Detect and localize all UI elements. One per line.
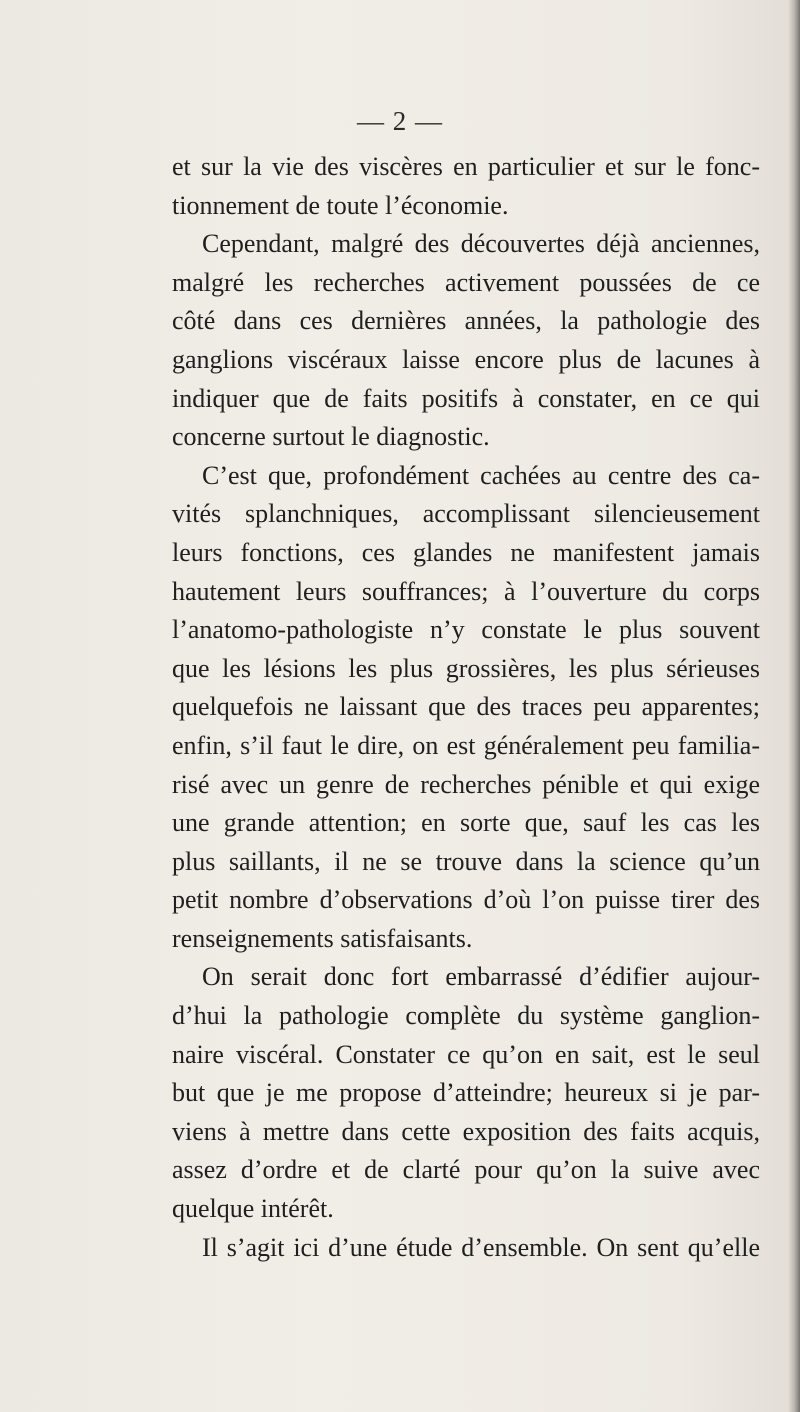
text-line: tionnement de toute l’économie. [172, 190, 509, 220]
text-line: enfin, s’il faut le dire, on est généralement peu familia- [172, 730, 760, 760]
page-number: — 2 — [357, 106, 443, 136]
text-line: vités splanchniques, accomplissant silencieusement [172, 499, 760, 529]
text-line: et sur la vie des viscères en particulier et sur le fonc- [172, 152, 760, 181]
text-line: quelquefois ne laissant que des traces peu apparentes; [172, 692, 760, 722]
paragraph-first-line: Il s’agit ici d’une étude d’ensemble. On sent qu’elle [202, 1232, 760, 1262]
text-line: hautement leurs souffrances; à l’ouverture du corps [172, 576, 760, 606]
text-line: ganglions viscéraux laisse encore plus de lacunes à [172, 344, 760, 374]
page-edge-shadow [788, 0, 800, 1412]
text-line: leurs fonctions, ces glandes ne manifestent jamais [172, 537, 760, 567]
text-line: assez d’ordre et de clarté pour qu’on la suive avec [172, 1155, 760, 1185]
text-line: d’hui la pathologie complète du système ganglion- [172, 1001, 760, 1031]
text-line: côté dans ces dernières années, la pathologie des [172, 306, 760, 336]
text-line: l’anatomo-pathologiste n’y constate le plus souvent [172, 615, 760, 645]
paragraph-first-line: On serait donc fort embarrassé d’édifier aujour- [202, 962, 760, 992]
paragraph-first-line: Cependant, malgré des découvertes déjà anciennes, [202, 229, 760, 259]
text-line: indiquer que de faits positifs à constater, en ce qui [172, 383, 760, 413]
text-line: risé avec un genre de recherches pénible et qui exige [172, 769, 760, 799]
text-line: renseignements satisfaisants. [172, 923, 473, 953]
text-line: malgré les recherches activement poussées de ce [172, 267, 760, 297]
text-line: viens à mettre dans cette exposition des faits acquis, [172, 1116, 760, 1146]
text-line: que les lésions les plus grossières, les plus sérieuses [172, 653, 760, 683]
text-line: plus saillants, il ne se trouve dans la science qu’un [172, 846, 760, 876]
text-line: petit nombre d’observations d’où l’on puisse tirer des [172, 885, 760, 915]
text-line: une grande attention; en sorte que, sauf les cas les [172, 808, 760, 838]
body-text [172, 148, 760, 1267]
text-line: quelque intérêt. [172, 1194, 334, 1224]
text-line: but que je me propose d’atteindre; heureux si je par- [172, 1078, 760, 1108]
text-line: naire viscéral. Constater ce qu’on en sait, est le seul [172, 1039, 760, 1069]
text-line: concerne surtout le diagnostic. [172, 422, 490, 452]
paragraph-first-line: C’est que, profondément cachées au centre des ca- [202, 460, 760, 490]
